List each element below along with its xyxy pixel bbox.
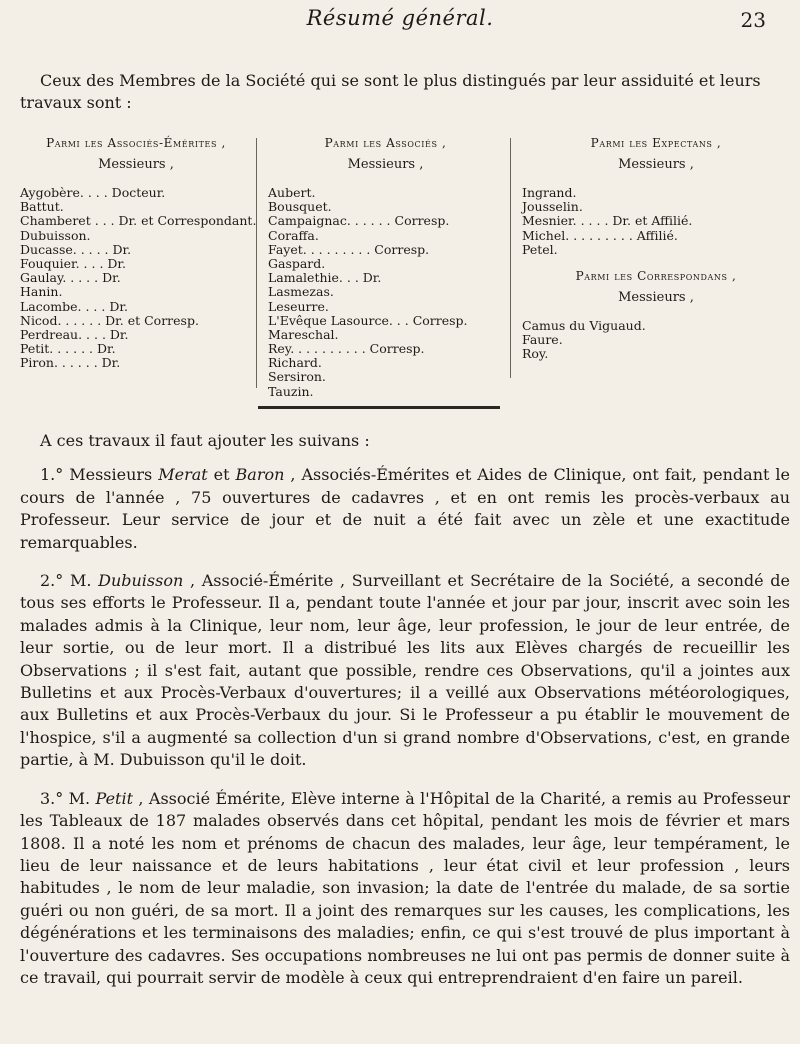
list-item: Coraffa. [268, 227, 319, 243]
intro-paragraph: Ceux des Membres de la Société qui se sont le plus distingués par leur assiduité et leurs travaux sont : [20, 71, 761, 112]
list-item: Leseurre. [268, 298, 329, 314]
paragraph-prefix: 3.° M. [40, 788, 96, 808]
list-item: Fayet. . . . . . . . . Corresp. [268, 241, 430, 257]
column-associes [268, 136, 503, 399]
list-item: Gaspard. [268, 255, 326, 271]
list-item: Petel. [522, 241, 558, 257]
page-header [0, 4, 800, 34]
person-name: Petit [95, 788, 134, 808]
body-text [20, 430, 790, 989]
list-item: Gaulay. . . . . Dr. [20, 270, 121, 286]
list-item: Ducasse. . . . . Dr. [20, 241, 132, 257]
page-number: 23 [740, 8, 766, 32]
column-heading: Parmi les Associés-Émérites , [46, 136, 226, 150]
list-item: Jousselin. [522, 199, 583, 215]
list-item: Battut. [20, 199, 64, 215]
list-item: Petit. . . . . . Dr. [20, 341, 116, 357]
paragraph-2 [20, 570, 790, 772]
list-item: Aygobère. . . . Docteur. [20, 185, 166, 200]
paragraph-1 [20, 464, 790, 554]
person-name: Baron [235, 465, 285, 485]
list-item: Tauzin. [268, 383, 314, 399]
paragraph-prefix: 1.° Messieurs [40, 465, 159, 485]
column-subheading: Messieurs , [618, 289, 694, 305]
list-item: Chamberet . . . Dr. et Correspondant. [20, 213, 257, 229]
list-item: Faure. [522, 332, 563, 348]
list-item: Rey. . . . . . . . . . Corresp. [268, 341, 425, 357]
paragraph-prefix: 2.° M. [40, 571, 99, 591]
list-item: Mesnier. . . . . Dr. et Affilié. [522, 213, 693, 229]
column-heading: Parmi les Associés , [324, 136, 447, 150]
list-item: Richard. [268, 355, 322, 371]
member-list [20, 185, 257, 371]
column-heading: Parmi les Correspondans , [575, 268, 737, 283]
list-item: Fouquier. . . . Dr. [20, 255, 126, 271]
list-item: Michel. . . . . . . . . Affilié. [522, 227, 678, 243]
member-list [522, 186, 790, 257]
list-item: L'Evêque Lasource. . . Corresp. [268, 312, 468, 328]
column-heading: Parmi les Expectans , [590, 136, 722, 150]
list-item: Lasmezas. [268, 284, 334, 300]
column-subheading: Messieurs , [98, 157, 174, 172]
list-item: Mareschal. [268, 326, 339, 342]
section-separator [258, 406, 500, 409]
column-divider [256, 138, 257, 388]
list-item: Piron. . . . . . Dr. [20, 355, 121, 371]
member-list [522, 319, 790, 362]
list-item: Bousquet. [268, 199, 332, 215]
list-item: Aubert. [268, 185, 316, 200]
list-item: Camus du Viguaud. [522, 317, 646, 333]
list-item: Lamalethie. . . Dr. [268, 270, 382, 286]
person-name: Dubuisson [98, 571, 184, 591]
list-item: Hanin. [20, 284, 63, 300]
list-item: Campaignac. . . . . . Corresp. [268, 213, 450, 229]
list-item: Perdreau. . . . Dr. [20, 326, 129, 342]
list-item: Dubuisson. [20, 227, 91, 243]
paragraph-text: et [207, 465, 236, 485]
list-item: Lacombe. . . . Dr. [20, 298, 128, 314]
correspondans-section [522, 269, 790, 362]
list-item: Nicod. . . . . . Dr. et Corresp. [20, 312, 199, 328]
column-divider [510, 138, 511, 378]
column-subheading: Messieurs , [347, 157, 424, 172]
running-title: Résumé général. [306, 6, 494, 30]
member-list [268, 186, 503, 399]
column-associes-emerites [20, 136, 257, 371]
column-subheading: Messieurs , [618, 157, 694, 172]
paragraph-text: , Associés-Émérites et Aides de Clinique, ont fait, pendant le cours de l'année , 75 ouvertures de cadavres , et en ont remis les procès-verbaux au Professeur. Leur service de jour et de nuit a été fait avec un zèle et une exactitude remarquables. [20, 465, 790, 552]
list-item: Sersiron. [268, 369, 326, 385]
list-item: Roy. [522, 346, 549, 362]
column-expectans [522, 136, 790, 362]
paragraph-text: , Associé-Émérite , Surveillant et Secrétaire de la Société, a secondé de tous ses efforts le Professeur. Il a, pendant toute l'année et jour par jour, inscrit avec soin les malades admis à la Clinique, leur nom, leur âge, leur profession, le jour de leur entrée, de leur sortie, ou de leur mort. Il a distribué les lits aux Elèves chargés de recueillir les Observations ; il s'est fait, autant que possible, rendre ces Observations, qu'il a jointes aux Bulletins et aux Procès-Verbaux d'ouvertures; il a veillé aux Observations météorologiques, aux Bulletins et aux Procès-Verbaux du jour. Si le Professeur a pu établir le mouvement de l'hospice, s'il a augmenté sa collection d'un si grand nombre d'Observations, c'est, en grande partie, à M. Dubuisson qu'il le doit. [20, 571, 791, 770]
person-name: Merat [158, 465, 208, 485]
lead-sentence: A ces travaux il faut ajouter les suivans : [40, 431, 370, 450]
paragraph-3 [20, 788, 790, 990]
list-item: Ingrand. [522, 185, 577, 200]
paragraph-text: , Associé Émérite, Elève interne à l'Hôpital de la Charité, a remis au Professeur les Tableaux de 187 malades observés dans cet hôpital, pendant les mois de février et mars 1808. Il a noté les nom et prénoms de chacun des malades, leur âge, leur tempérament, le lieu de leur naissance et de leurs habitations , leur état civil et leur profession , leurs habitudes , le nom de leur maladie, son invasion; la date de l'entrée du malade, de sa sortie guéri ou non guéri, de sa mort. Il a joint des remarques sur les causes, les complications, les dégénérations et les terminaisons des maladies; enfin, ce qui s'est trouvé de plus important à l'ouverture des cadavres. Ses occupations nombreuses ne lui ont pas permis de donner suite à ce travail, qui pourrait servir de modèle à ceux qui entreprendraient d'en faire un pareil. [20, 788, 790, 987]
